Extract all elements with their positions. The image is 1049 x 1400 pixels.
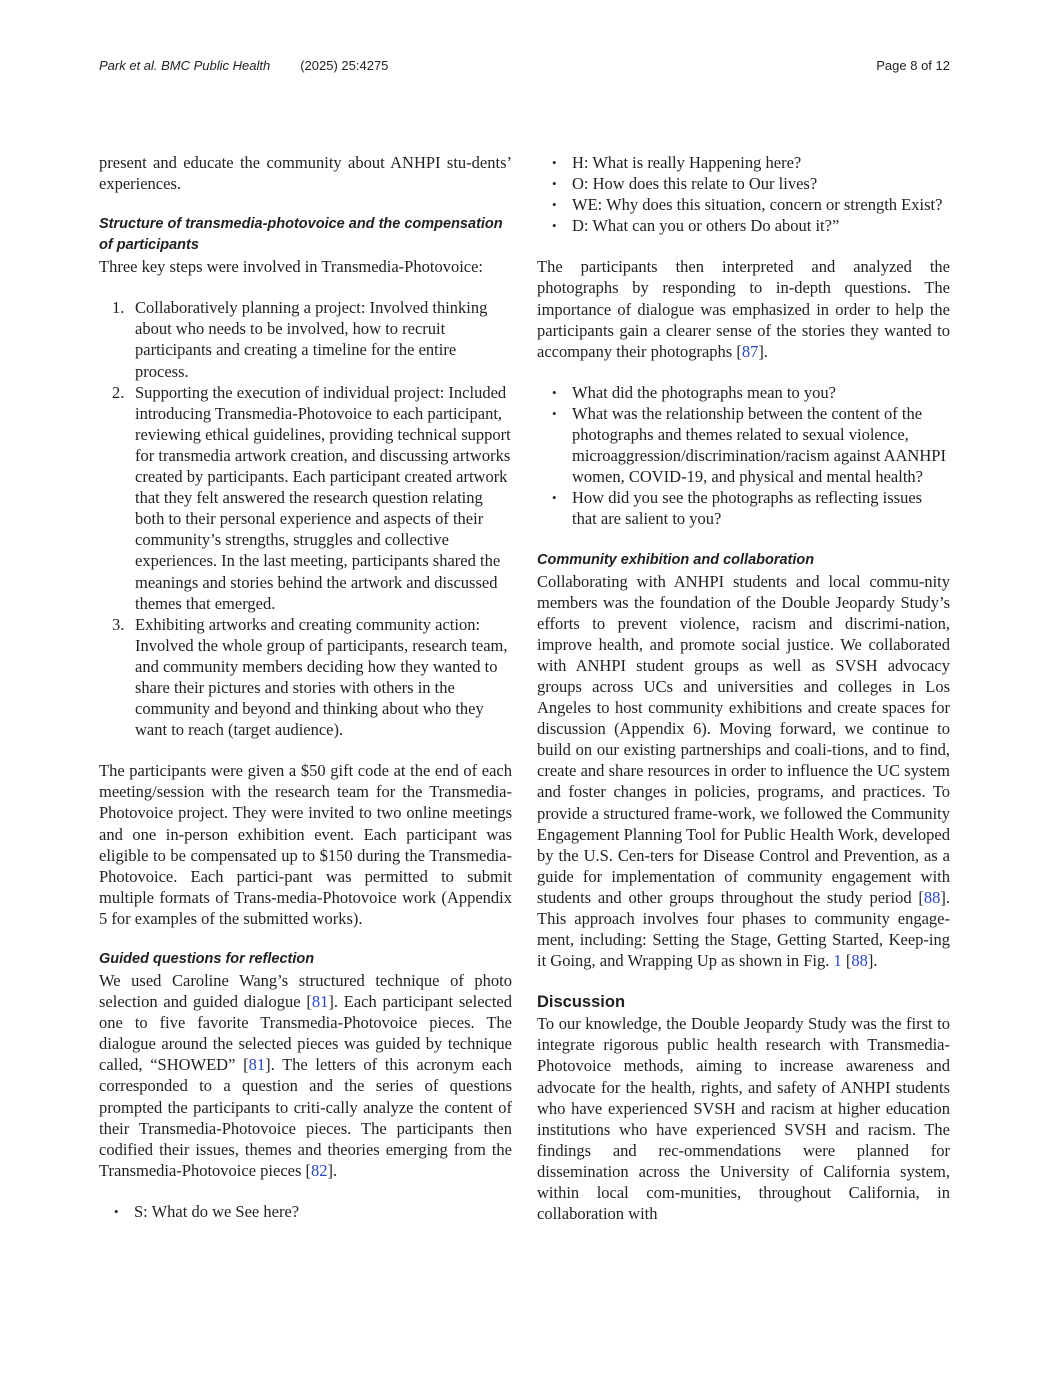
- reference-link[interactable]: 88: [923, 887, 941, 907]
- section-heading-discussion: Discussion: [537, 993, 626, 1012]
- paragraph-interpretation: The participants then interpreted and analyzed the photographs by responding to in-depth questions. The importance of dialogue was emphasized in order to help the participants gain a clearer sense of the stories they wanted to accompany their photographs [87].: [537, 257, 950, 361]
- showed-list-start: [99, 1201, 512, 1222]
- page-number: Page 8 of 12: [876, 58, 950, 73]
- paragraph-discussion: To our knowledge, the Double Jeopardy Study was the first to integrate rigorous public health research with Transmedia-Photovoice methods, aiming to increase awareness and advocate for the health, rights, and safety of ANHPI students who have experienced SVSH and racism at higher education institutions who have experienced SVSH and racism. The findings and rec-ommendations were planned for dissemination across the University of California system, within local com-munities, throughout California, in collaboration with: [537, 1014, 950, 1224]
- paragraph-collaboration: Collaborating with ANHPI students and local commu-nity members was the foundation of the Double Jeopardy Study’s efforts to prevent violence, racism and discrimi-nation, improve health, and promote social justice. We collaborated with ANHPI student groups as well as SVSH advocacy groups across UCs and universities and colleges in Los Angeles to host community exhibitions and create spaces for discussion (Appendix 6). Moving forward, we continue to build on our existing partnerships and coali-tions, and to find, create and share resources in order to influence the UC system and foster changes in policies, programs, and practices. To provide a structured frame-work, we followed the Community Engagement Planning Tool for Public Health Work, developed by the U.S. Cen-ters for Disease Control and Prevention, as a guide for implementation of community engagement with students and other groups throughout the study period [88]. This approach involves four phases to community engage-ment, including: Setting the Stage, Getting Started, Keep-ing it Going, and Wrapping Up as shown in Fig. 1 [88].: [537, 571, 950, 971]
- year-volume: (2025) 25:4275: [300, 58, 389, 73]
- journal-citation: Park et al. BMC Public Health: [99, 58, 271, 73]
- in-depth-questions-list: [537, 382, 950, 530]
- subheading-guided-questions: Guided questions for reflection: [99, 951, 315, 967]
- list-item: • WE: Why does this situation, concern or strength Exist?: [537, 194, 950, 215]
- list-item: • O: How does this relate to Our lives?: [537, 173, 950, 194]
- list-item: • S: What do we See here?: [99, 1201, 512, 1222]
- subheading-structure: Structure of transmedia-photovoice and the compensation of participants: [99, 216, 503, 254]
- step-item: 1. Collaboratively planning a project: Involved thinking about who needs to be involved, how to recruit participants and creating a timeline for the entire process.: [112, 298, 488, 381]
- reference-link[interactable]: 88: [851, 951, 868, 971]
- subheading-community-exhibition: Community exhibition and collaboration: [537, 551, 815, 568]
- reference-link[interactable]: 81: [248, 1055, 266, 1075]
- list-item: • What did the photographs mean to you?: [537, 382, 950, 403]
- paragraph-key-steps: Three key steps were involved in Transmedia-Photovoice:: [99, 257, 484, 277]
- step-item: 2. Supporting the execution of individual project: Included introducing Transmedia-Photovoice to each participant, reviewing ethical guidelines, providing technical support for transmedia artwork creation, and discussing artworks created by participants. Each participant created artwork that they felt answered the research question relating both to their personal experience and aspects of their community’s strengths, struggles and collective experiences. In the last meeting, participants shared the meanings and stories behind the artwork and discussed themes that emerged.: [112, 382, 511, 613]
- reference-link[interactable]: 82: [311, 1160, 328, 1180]
- list-item: • H: What is really Happening here?: [537, 152, 950, 173]
- running-header: [99, 58, 950, 78]
- left-column: [99, 152, 512, 1222]
- header-citation-block: [99, 58, 388, 73]
- reference-link[interactable]: 81: [311, 992, 329, 1012]
- list-item: • What was the relationship between the content of the photographs and themes related to sexual violence, microaggression/discrimination/racism against AANHPI women, COVID-19, and physical and mental health?: [537, 403, 950, 487]
- list-item: • D: What can you or others Do about it?”: [537, 215, 950, 236]
- showed-list-continued: [537, 152, 950, 236]
- reference-link[interactable]: 87: [741, 341, 759, 361]
- right-column: [537, 152, 950, 1224]
- list-item: • How did you see the photographs as reflecting issues that are salient to you?: [537, 487, 950, 529]
- paragraph-continuation: present and educate the community about ANHPI stu-dents’ experiences.: [99, 153, 512, 194]
- paragraph-compensation: The participants were given a $50 gift code at the end of each meeting/session with the research team for the Transmedia-Photovoice project. They were invited to two online meetings and one in-person exhibition event. Each participant was eligible to be compensated up to $150 during the Transmedia-Photovoice. Each partici-pant was permitted to submit multiple formats of Trans-media-Photovoice work (Appendix 5 for examples of the submitted works).: [99, 761, 512, 928]
- paragraph-showed: We used Caroline Wang’s structured technique of photo selection and guided dialogue [81]. Each participant selected one to five favorite Transmedia-Photovoice pieces. The dialogue around the selected pieces was guided by technique called, “SHOWED” [81]. The letters of this acronym each corresponded to a question and the series of questions prompted the participants to criti-cally analyze the content of their Transmedia-Photovoice pieces. The participants then codified their issues, themes and theories emerging from the Transmedia-Photovoice pieces [82].: [99, 971, 513, 1180]
- step-item: 3. Exhibiting artworks and creating community action: Involved the whole group of participants, research team, and community members deciding how they wanted to share their pictures and stories with others in the community and beyond and thinking about who they want to reach (target audience).: [112, 614, 508, 740]
- steps-list: [99, 297, 512, 740]
- figure-link[interactable]: 1: [833, 951, 842, 971]
